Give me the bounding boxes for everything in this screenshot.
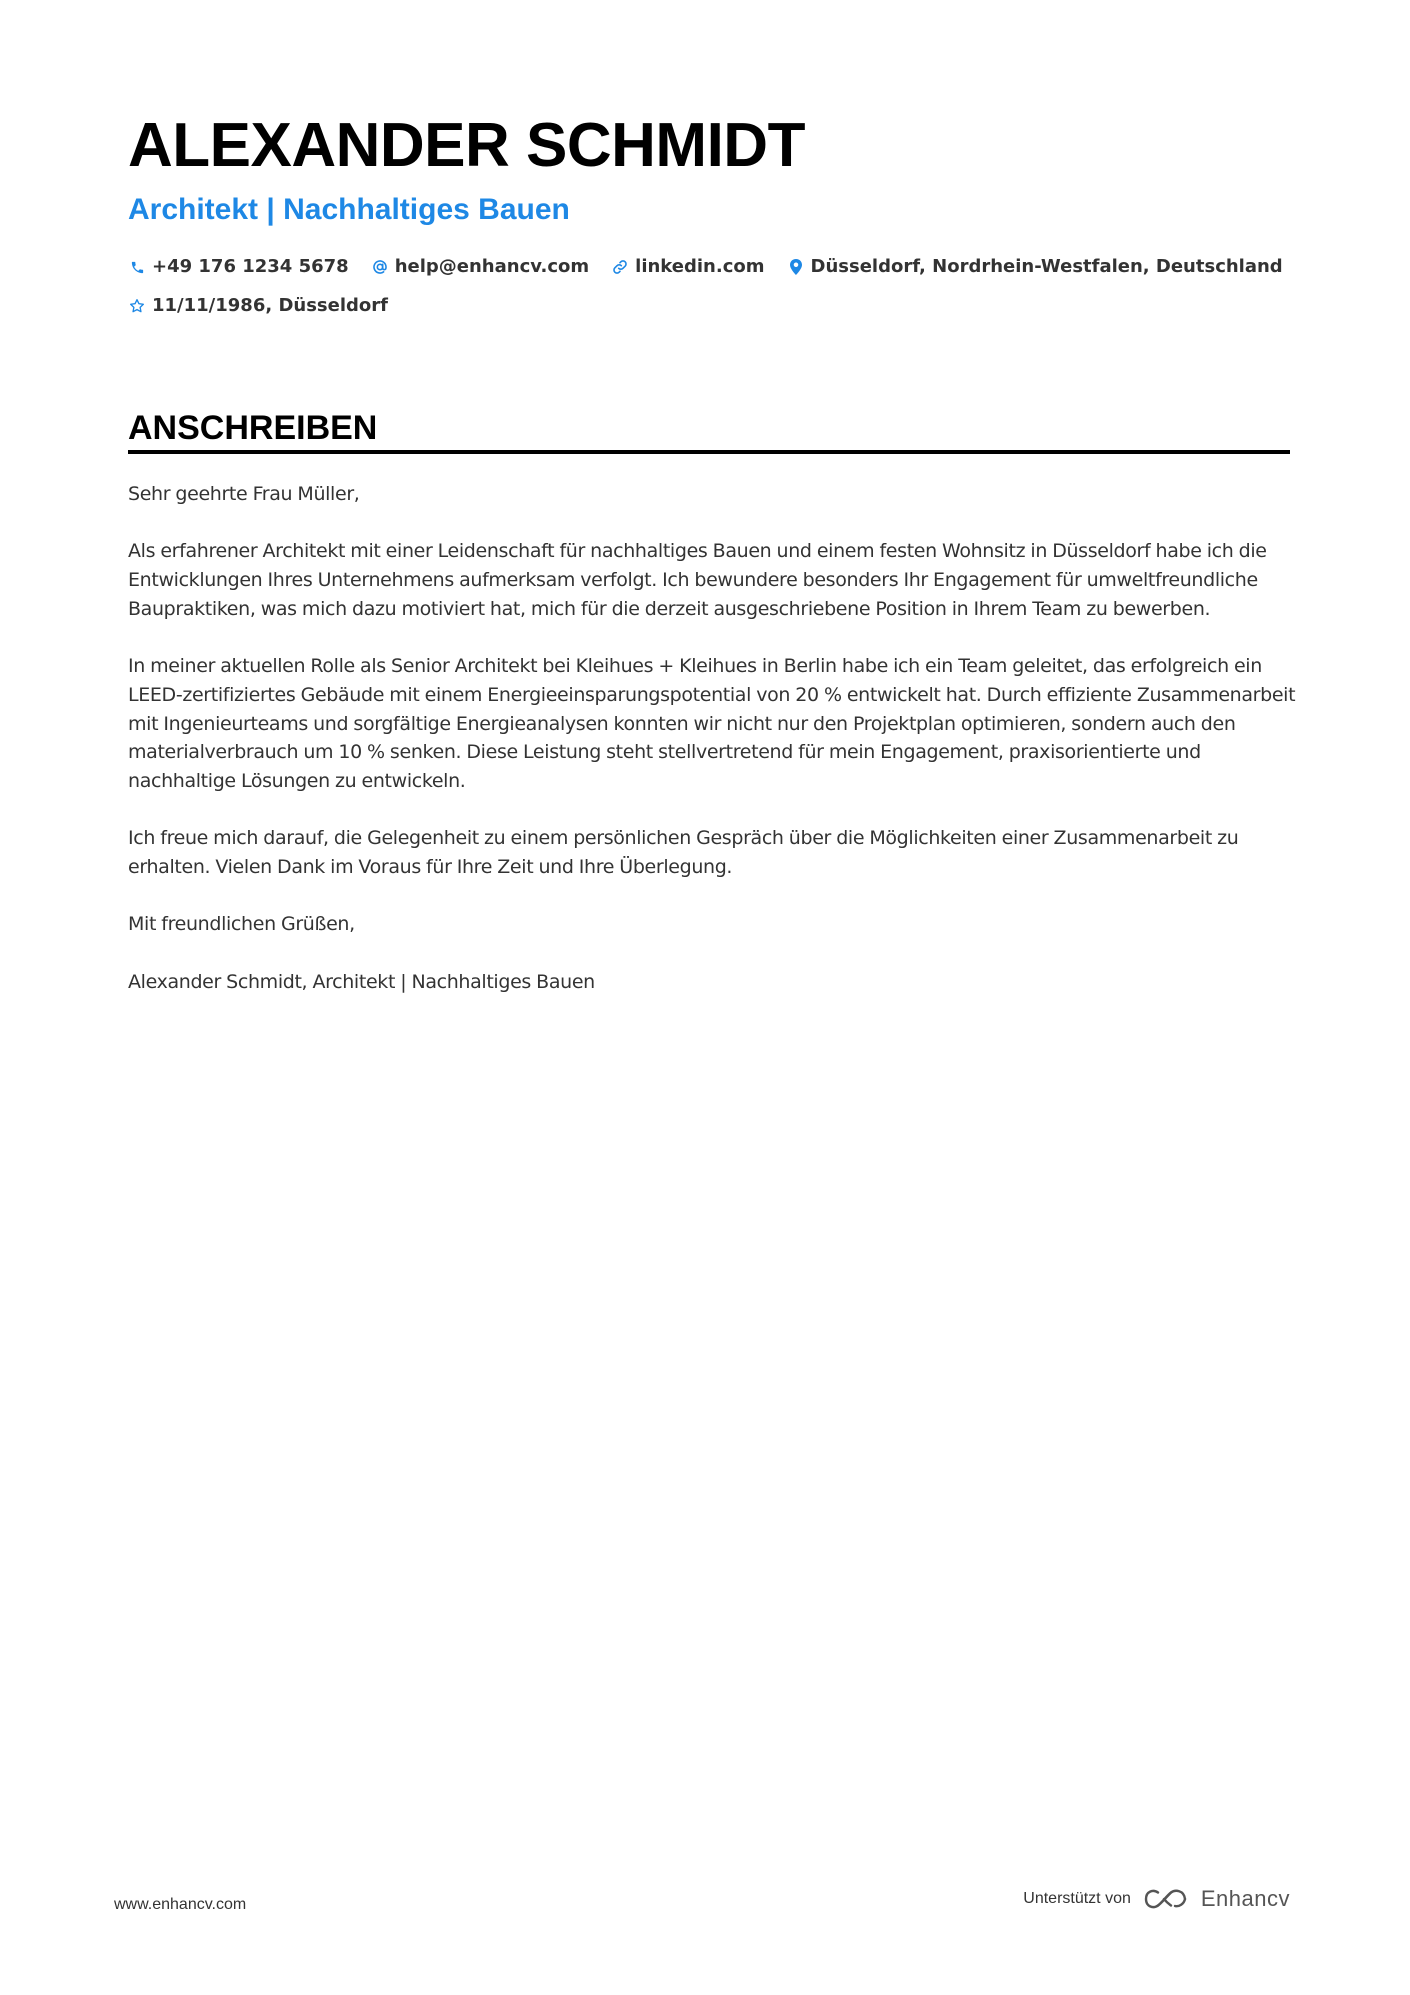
contact-phone xyxy=(128,252,349,282)
letter-paragraph: Als erfahrener Architekt mit einer Leidenschaft für nachhaltiges Bauen und einem festen Wohnsitz in Düsseldorf habe ich die Entwicklungen Ihres Unternehmens aufmerksam verfolgt. Ich bewundere besonders Ihr Engagement für umweltfreundliche Baupraktiken, was mich dazu motiviert hat, mich für die derzeit ausgeschriebene Position in Ihrem Team zu bewerben. xyxy=(128,540,1267,620)
star-icon xyxy=(128,297,146,315)
letter-closing: Mit freundlichen Grüßen, xyxy=(128,913,355,936)
candidate-name: ALEXANDER SCHMIDT xyxy=(128,111,805,180)
contact-birth xyxy=(128,291,388,321)
section-divider xyxy=(128,450,1290,454)
contact-email[interactable] xyxy=(371,252,589,282)
link-text[interactable]: linkedin.com xyxy=(635,256,765,277)
location-text: Düsseldorf, Nordrhein-Westfalen, Deutschland xyxy=(810,256,1283,277)
birth-text: 11/11/1986, Düsseldorf xyxy=(152,295,388,316)
email-text[interactable]: help@enhancv.com xyxy=(394,256,590,277)
letter-body xyxy=(128,480,1298,1025)
contact-row-2 xyxy=(128,291,410,321)
letter-signature: Alexander Schmidt, Architekt | Nachhaltiges Bauen xyxy=(128,970,595,993)
section-title: ANSCHREIBEN xyxy=(128,409,378,447)
letter-paragraph: Ich freue mich darauf, die Gelegenheit zu einem persönlichen Gespräch über die Möglichkeiten einer Zusammenarbeit zu erhalten. Vielen Dank im Voraus für Ihre Zeit und Ihre Überlegung. xyxy=(128,827,1239,879)
location-pin-icon xyxy=(787,258,805,276)
brand-name: Enhancv xyxy=(1200,1886,1290,1911)
phone-text: +49 176 1234 5678 xyxy=(152,256,349,277)
letter-paragraph: In meiner aktuellen Rolle als Senior Architekt bei Kleihues + Kleihues in Berlin habe ich ein Team geleitet, das erfolgreich ein LEED-zertifiziertes Gebäude mit einem Energieeinsparungspotential von 20 % entwickelt hat. Durch effiziente Zusammenarbeit mit Ingenieurteams und sorgfältige Energieanalysen konnten wir nicht nur den Projektplan optimieren, sondern auch den materialverbrauch um 10 % senken. Diese Leistung steht stellvertretend für mein Engagement, praxisorientierte und nachhaltige Lösungen zu entwickeln. xyxy=(128,655,1296,792)
contact-link[interactable] xyxy=(611,252,764,282)
powered-by-label: Unterstützt von xyxy=(1023,1890,1131,1907)
at-icon xyxy=(371,258,389,276)
footer-url[interactable]: www.enhancv.com xyxy=(114,1896,247,1913)
link-icon xyxy=(611,258,629,276)
contact-location xyxy=(787,252,1283,282)
powered-by[interactable] xyxy=(1023,1886,1290,1912)
contact-row-1 xyxy=(128,252,1305,282)
candidate-headline: Architekt | Nachhaltiges Bauen xyxy=(128,193,570,226)
letter-salutation: Sehr geehrte Frau Müller, xyxy=(128,483,360,505)
enhancv-logo-icon xyxy=(1143,1887,1189,1911)
phone-icon xyxy=(128,258,146,276)
